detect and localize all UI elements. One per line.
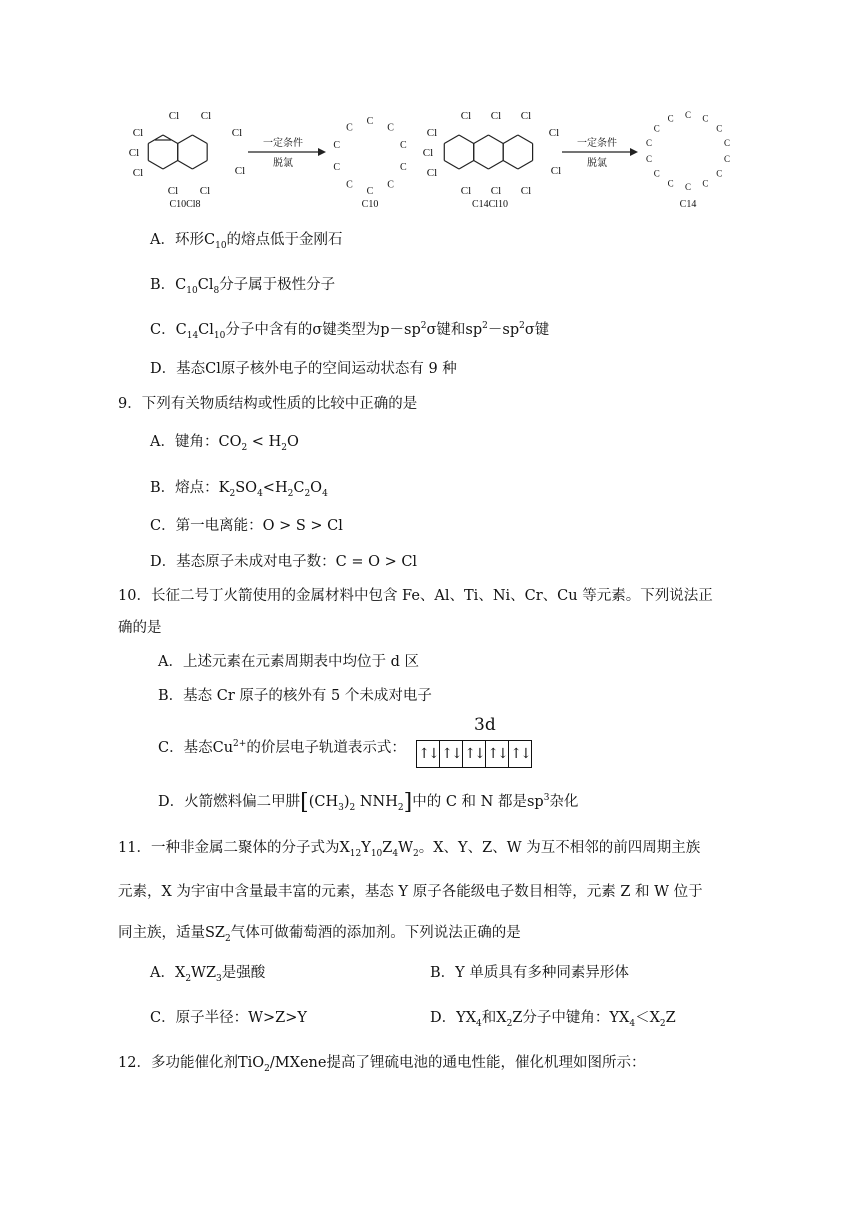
ring-carbon: C [702, 113, 709, 124]
chlorine-atom: Cl [460, 185, 472, 197]
q10-option-a: A．上述元素在元素周期表中均位于 d 区 [158, 654, 419, 670]
q11-stem-line2: 元素，X 为宇宙中含量最丰富的元素，基态 Y 原子各能级电子数目相等，元素 Z 和 W 位于 [118, 884, 703, 900]
chlorine-atom: Cl [548, 127, 560, 139]
ring-bond [178, 135, 193, 144]
ring-bond [518, 135, 533, 144]
ring-bond [518, 161, 533, 170]
chlorine-atom: Cl [490, 185, 502, 197]
ring-bond [503, 135, 518, 144]
q10-option-d: D．火箭燃料偏二甲肼[$(CH_3)_2$ $NNH_2$]中的 C 和 N 都是$sp^3$杂化 [158, 790, 579, 815]
q11-option-a: A．$X_2WZ_3$是强酸 [150, 965, 266, 984]
chlorine-atom: Cl [132, 127, 144, 139]
ring-carbon: C [346, 122, 353, 134]
molecule-label-c10cl8: C10Cl8 [169, 199, 201, 210]
molecule-label-c14cl10: C14Cl10 [471, 199, 509, 210]
chlorine-atom: Cl [200, 110, 212, 122]
q8-option-a: A．环形$C_{10}$的熔点低于金刚石 [150, 232, 343, 251]
q11-stem-line3: 同主族，适量$SZ_2$气体可做葡萄酒的添加剂。下列说法正确的是 [118, 925, 521, 944]
ring-bond [444, 161, 459, 170]
orbital-box: ↑↓ [463, 741, 486, 767]
ring-carbon: C [667, 113, 674, 124]
ring-bond [503, 161, 518, 170]
chlorine-atom: Cl [199, 185, 211, 197]
ring-carbon: C [723, 154, 731, 165]
chlorine-atom: Cl [490, 110, 502, 122]
ring-carbon: C [723, 137, 731, 148]
ring-carbon: C [366, 186, 374, 197]
ring-bond [488, 161, 503, 170]
ring-bond [163, 135, 178, 144]
chlorine-atom: Cl [168, 110, 180, 122]
orbital-box: ↑↓ [417, 741, 440, 767]
q9-option-d: D．基态原子未成对电子数：C = O > Cl [150, 554, 418, 570]
ring-carbon: C [716, 168, 723, 179]
ring-bond [459, 161, 474, 170]
q8-option-b: B．$C_{10}Cl_8$分子属于极性分子 [150, 277, 336, 296]
ring-bond [474, 135, 489, 144]
ring-bond [148, 161, 163, 170]
q9-option-c: C．第一电离能：O > S > Cl [150, 518, 343, 534]
ring-bond [163, 161, 178, 170]
q10-option-b: B．基态 Cr 原子的核外有 5 个未成对电子 [158, 688, 432, 704]
ring-carbon: C [399, 140, 407, 152]
orbital-box: ↑↓ [486, 741, 509, 767]
ring-bond [192, 135, 207, 144]
ring-carbon: C [684, 182, 692, 192]
chlorine-atom: Cl [520, 110, 532, 122]
ring-carbon: C [645, 154, 653, 165]
q11-stem-line1: 11．一种非金属二聚体的分子式为$X_{12}Y_{10}Z_4W_2$。X、Y、Z、W 为互不相邻的前四周期主族 [118, 840, 701, 859]
chlorine-atom: Cl [426, 167, 438, 179]
ring-bond [192, 161, 207, 170]
reaction-figure [0, 0, 860, 220]
ring-carbon: C [346, 179, 353, 191]
orbital-label: 3d [474, 715, 496, 735]
ring-bond [459, 135, 474, 144]
ring-bond [488, 135, 503, 144]
q10-stem-line2: 确的是 [118, 620, 162, 636]
orbital-box: ↑↓ [510, 746, 530, 762]
chlorine-atom: Cl [422, 147, 434, 159]
q10-option-c: C．基态$Cu^{2+}$的价层电子轨道表示式： [158, 739, 406, 756]
ring-carbon: C [645, 137, 653, 148]
q9-option-a: A．键角：$CO_2 < H_2O$ [150, 434, 299, 453]
q10-stem-line1: 10．长征二号丁火箭使用的金属材料中包含 Fe、Al、Ti、Ni、Cr、Cu 等元素。下列说法正 [118, 588, 713, 604]
ring-bond [148, 135, 163, 144]
ring-bond [178, 161, 193, 170]
q8-option-d: D．基态Cl原子核外电子的空间运动状态有 9 种 [150, 361, 457, 377]
ring-carbon: C [653, 168, 660, 179]
orbital-boxes [416, 740, 532, 768]
arrow-condition-bottom: 脱氯 [587, 158, 607, 169]
ring-carbon: C [387, 122, 394, 134]
orbital-diagram [416, 715, 532, 768]
arrow-head [630, 148, 638, 156]
arrow-condition-top: 一定条件 [263, 138, 303, 149]
ring-carbon: C [333, 161, 341, 173]
chlorine-atom: Cl [231, 127, 243, 139]
chlorine-atom: Cl [128, 147, 140, 159]
ring-carbon: C [684, 110, 692, 120]
molecule-label-c14: C14 [679, 199, 697, 210]
q11-option-b: B．Y 单质具有多种同素异形体 [430, 965, 629, 981]
q11-option-d: D．$YX_4$和$X_2Z$分子中键角：$YX_4<X_2Z$ [430, 1010, 676, 1029]
ring-carbon: C [366, 116, 374, 127]
chlorine-atom: Cl [426, 127, 438, 139]
q9-option-b: B．熔点：$K_2SO_4<H_2C_2O_4$ [150, 480, 328, 499]
ring-carbon: C [387, 179, 394, 191]
orbital-box: ↑↓ [440, 741, 463, 767]
q8-option-c: C．$C_{14}Cl_{10}$分子中含有的σ键类型为$p-sp^2\sigma$键和$sp^2-sp^2\sigma$键 [150, 321, 550, 341]
chlorine-atom: Cl [520, 185, 532, 197]
ring-carbon: C [399, 161, 407, 173]
q12-stem: 12．多功能催化剂TiO$_2$/MXene提高了锂硫电池的通电性能，催化机理如图所示： [118, 1055, 646, 1074]
chlorine-atom: Cl [234, 165, 246, 177]
arrow-condition-top: 一定条件 [577, 138, 617, 149]
chlorine-atom: Cl [550, 165, 562, 177]
ring-carbon: C [716, 123, 723, 134]
chlorine-atom: Cl [460, 110, 472, 122]
ring-carbon: C [702, 178, 709, 189]
ring-carbon: C [333, 140, 341, 152]
arrow-head [318, 148, 326, 156]
q11-option-c: C．原子半径：W>Z>Y [150, 1010, 307, 1026]
chlorine-atom: Cl [132, 167, 144, 179]
ring-carbon: C [667, 178, 674, 189]
ring-bond [444, 135, 459, 144]
ring-carbon: C [653, 123, 660, 134]
chlorine-atom: Cl [167, 185, 179, 197]
q9-stem: 9．下列有关物质结构或性质的比较中正确的是 [118, 396, 418, 412]
arrow-condition-bottom: 脱氯 [273, 158, 293, 169]
ring-bond [474, 161, 489, 170]
molecule-label-c10: C10 [361, 199, 379, 210]
